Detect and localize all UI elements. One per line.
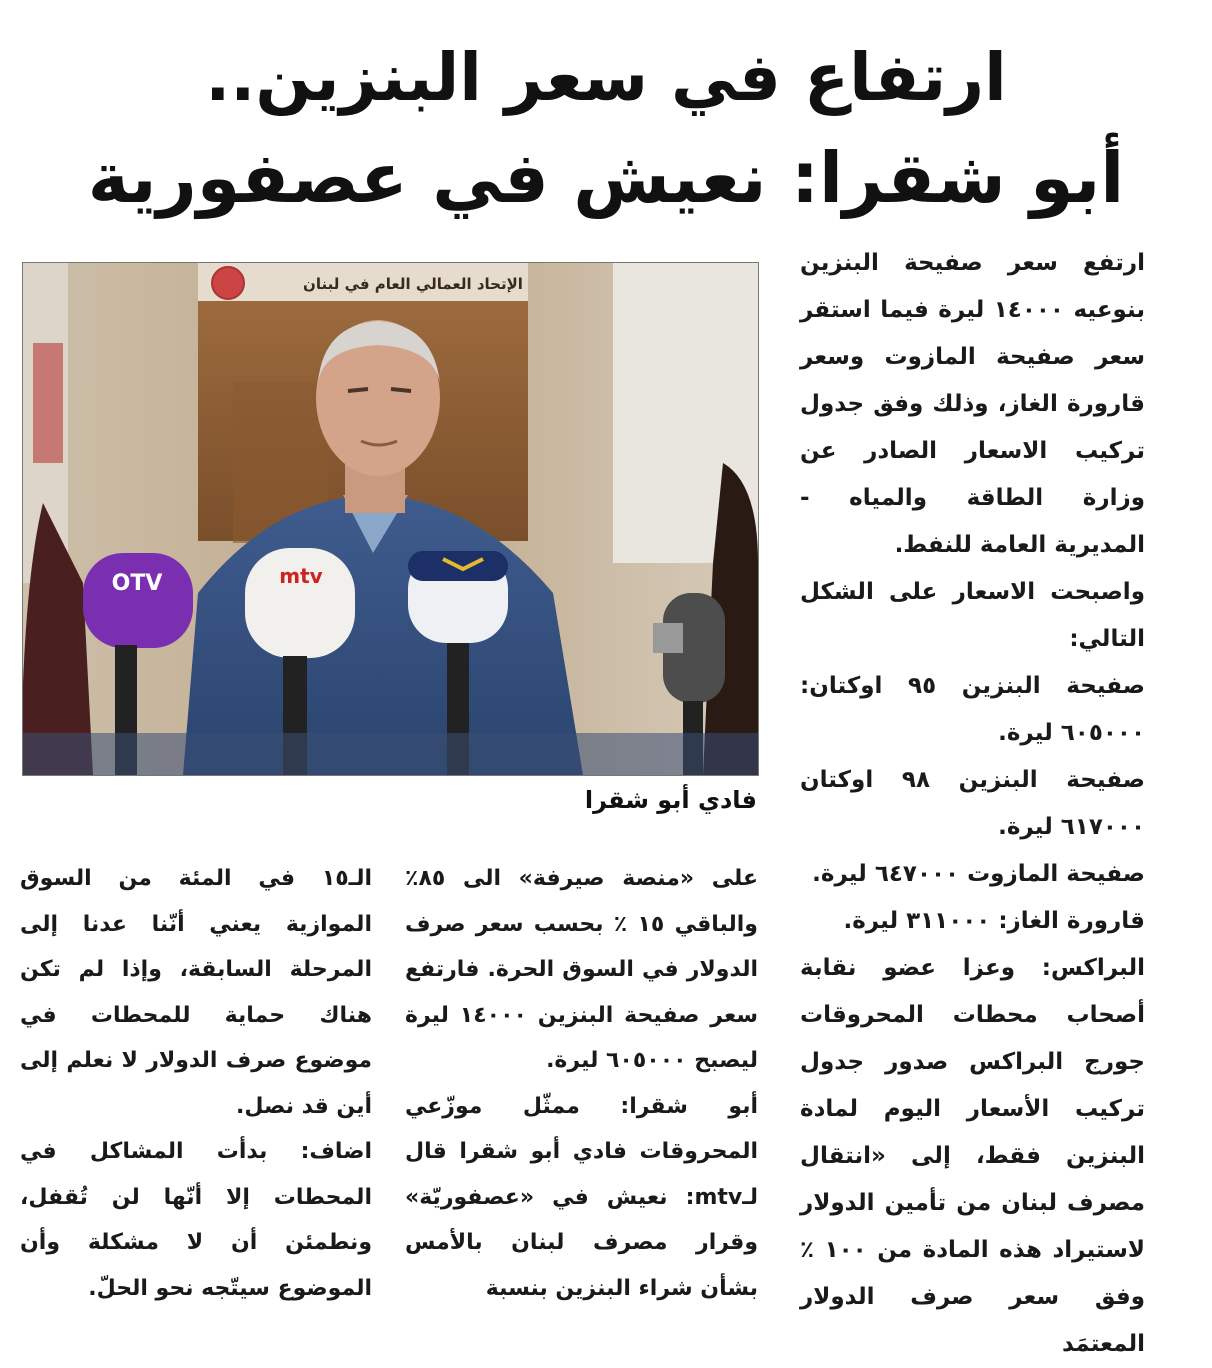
price-diesel: صفيحة المازوت ٦٤٧٠٠٠ ليرة. — [812, 861, 1145, 887]
paragraph-parallel-market: الـ١٥ في المئة من السوق الموازية يعني أنّنا عدنا إلى المرحلة السابقة، وإذا لم تكن هناك حماية للمحطات في موضوع صرف الدولار لا نعلم إلى أين قد نصل. — [20, 866, 372, 1119]
paragraph-intro: ارتفع سعر صفيحة البنزين بنوعيه ١٤٠٠٠ ليرة فيما استقر سعر صفيحة المازوت وسعر قارورة الغاز، وذلك وفق جدول تركيب الاسعار الصادر عن وزارة الطاقة والمياه - المديرية العامة للنفط. — [800, 250, 1145, 558]
paragraph-stations: اضاف: بدأت المشاكل في المحطات إلا أنّها لن تُقفل، ونطمئن أن لا مشكلة وأن الموضوع سيتّجه نحو الحلّ. — [20, 1139, 372, 1301]
headline-line-1: ارتفاع في سعر البنزين.. — [205, 39, 1007, 116]
press-conference-photo — [22, 262, 759, 776]
photo-caption: فادي أبو شقرا — [584, 786, 757, 814]
article-column-left — [20, 856, 372, 1311]
price-gas-cylinder: قارورة الغاز: ٣١١٠٠٠ ليرة. — [843, 908, 1145, 934]
price-gasoline-98: صفيحة البنزين ٩٨ اوكتان ٦١٧٠٠٠ ليرة. — [800, 767, 1145, 840]
paragraph-prices-lead: واصبحت الاسعار على الشكل التالي: — [800, 579, 1145, 652]
price-gasoline-95: صفيحة البنزين ٩٥ اوكتان: ٦٠٥٠٠٠ ليرة. — [800, 673, 1145, 746]
article-column-middle — [405, 856, 758, 1311]
podium-sign-text: الإتحاد العمالي العام في لبنان — [303, 275, 523, 293]
article-column-right — [800, 240, 1145, 1368]
paragraph-sayrafa: على «منصة صيرفة» الى ٨٥٪ والباقي ١٥ ٪ بحسب سعر صرف الدولار في السوق الحرة. فارتفع سعر صفيحة البنزين ١٤٠٠٠ ليرة ليصبح ٦٠٥٠٠٠ ليرة. — [405, 866, 759, 1073]
otv-mic-label: OTV — [111, 571, 163, 596]
headline-line-2: أبو شقرا: نعيش في عصفورية — [87, 137, 1125, 219]
paragraph-brax: البراكس: وعزا عضو نقابة أصحاب محطات المحروقات جورج البراكس صدور جدول تركيب الأسعار اليوم لمادة البنزين فقط، إلى «انتقال مصرف لبنان من تأمين الدولار لاستيراد هذه المادة من ١٠٠ ٪ وفق سعر صرف الدولار المعتمَد — [800, 955, 1145, 1357]
mtv-mic-label: mtv — [279, 564, 323, 588]
paragraph-abou-chakra: أبو شقرا: ممثّل موزّعي المحروقات فادي أبو شقرا قال لـmtv: نعيش في «عصفوريّة» وقرار مصرف لبنان بالأمس بشأن شراء البنزين بنسبة — [405, 1093, 758, 1301]
